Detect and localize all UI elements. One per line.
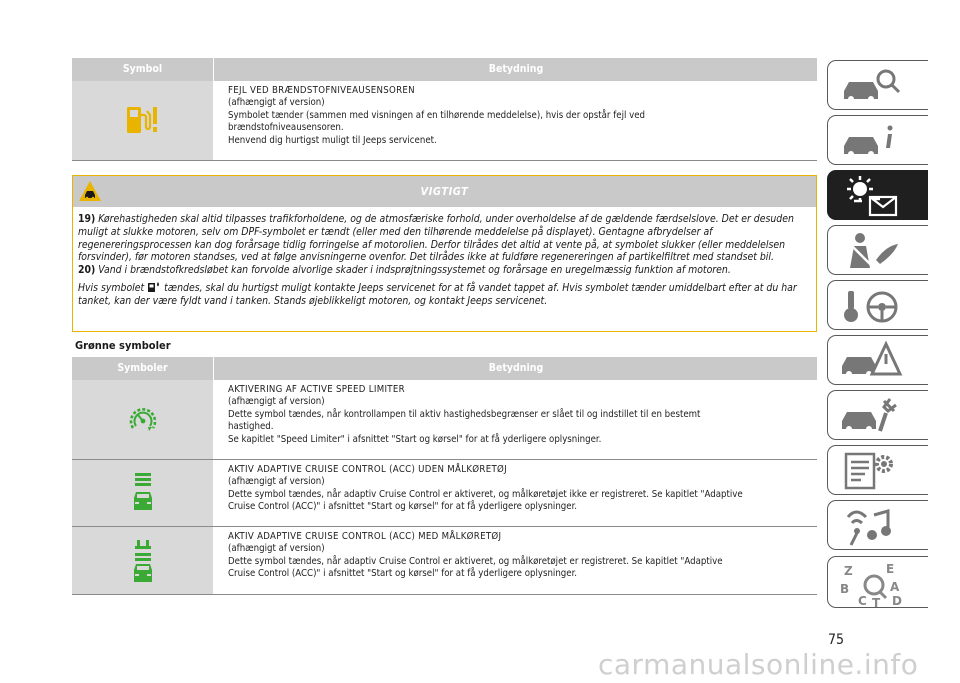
sidebar-tab-car-info[interactable]	[827, 115, 928, 165]
sidebar-tab-technical-data[interactable]	[827, 445, 928, 495]
symbol-cell	[72, 527, 213, 594]
warning-text: Vand i brændstofkredsløbet kan forvolde alvorlige skader i indsprøjtningssystemet og forårsage en uregelmæssig funktion af motoren.	[98, 264, 731, 277]
row-line: Dette symbol tændes, når adaptiv Cruise Control er aktiveret, og målkøretøjet ikke er registreret. Se kapitlet "Adaptive	[228, 488, 743, 500]
row-line: Dette symbol tændes, når kontrollampen til aktiv hastighedsbegrænser er slået til og indstillet til en bestemt	[228, 408, 701, 420]
alphabet-index-icon	[838, 561, 914, 609]
table-header	[72, 58, 817, 81]
index-letter: B	[840, 582, 850, 596]
row-line: brændstofniveausensoren.	[228, 122, 344, 134]
row-line: (afhængigt af version)	[228, 476, 325, 488]
index-letter: A	[890, 580, 900, 594]
sidebar-tab-safety[interactable]	[827, 225, 928, 275]
warning-box	[72, 175, 817, 332]
acc-no-target-icon	[132, 472, 154, 514]
note-number: 19)	[78, 213, 96, 225]
row-title: AKTIVERING AF ACTIVE SPEED LIMITER	[228, 384, 405, 395]
car-search-icon	[838, 65, 908, 107]
sidebar-tab-maintenance[interactable]	[827, 390, 928, 440]
column-header-meaning: Betydning	[213, 357, 818, 380]
table-row	[72, 380, 817, 460]
warning-light-message-icon	[838, 175, 908, 219]
specs-gear-icon	[838, 450, 908, 492]
key-steering-wheel-icon	[838, 285, 908, 327]
fuel-level-sensor-fault-icon	[125, 103, 161, 137]
acc-with-target-icon	[132, 539, 154, 583]
row-line: Se kapitlet "Speed Limiter" i afsnittet "Start og kørsel" for at få yderligere oplysninger.	[228, 433, 602, 445]
warning-title: VIGTIGT	[420, 185, 469, 198]
symbol-cell	[72, 81, 213, 160]
car-wrench-icon	[838, 395, 908, 437]
warning-header	[73, 176, 816, 207]
symbol-cell	[72, 380, 213, 459]
multimedia-music-icon	[838, 505, 908, 547]
index-letter: Z	[844, 564, 853, 578]
warning-text: tændes, skal du hurtigst muligt kontakte Jeeps servicenet for at få vandet tappet af. Hvis symbolet tænder umiddelbart efter at du har tanket, kan der være fyldt vand i tanken. Stands øjeblikkeligt motoren, og kontakt Jeeps servicenet.	[78, 281, 797, 307]
sidebar-tab-starting[interactable]	[827, 280, 928, 330]
column-header-meaning: Betydning	[213, 58, 818, 81]
car-warning-triangle-icon	[838, 340, 908, 382]
row-line: (afhængigt af version)	[228, 97, 325, 109]
symbol-cell	[72, 460, 213, 526]
index-letter: C	[858, 594, 867, 608]
row-line: Symbolet tænder (sammen med visningen af en tilhørende meddelelse), hvis der opstår fejl ved	[228, 109, 646, 121]
sidebar-tab-warning-lights[interactable]	[827, 170, 928, 220]
water-in-fuel-icon	[147, 280, 161, 293]
meaning-cell	[228, 531, 817, 581]
section-title: Grønne symboler	[75, 339, 171, 352]
speed-limiter-icon	[127, 404, 159, 436]
row-title: FEJL VED BRÆNDSTOFNIVEAUSENSOREN	[228, 85, 415, 96]
row-line: Henvend dig hurtigst muligt til Jeeps servicenet.	[228, 134, 437, 146]
warning-paragraph	[78, 213, 810, 264]
row-line: (afhængigt af version)	[228, 543, 325, 555]
meaning-cell	[228, 85, 817, 147]
sidebar-tab-index[interactable]	[827, 556, 928, 608]
column-header-symbol: Symbol	[122, 63, 163, 75]
note-number: 20)	[78, 264, 96, 277]
warning-paragraph	[78, 264, 810, 277]
meaning-cell	[228, 384, 817, 446]
index-letter: T	[872, 596, 881, 609]
row-title: AKTIV ADAPTIVE CRUISE CONTROL (ACC) UDEN MÅLKØRETØJ	[228, 464, 507, 475]
index-letter: E	[886, 562, 895, 576]
warning-text: Hvis symbolet	[78, 281, 145, 294]
warning-text: Kørehastigheden skal altid tilpasses trafikforholdene, og de atmosfæriske forhold, under overholdelse af de gældende færdselslove. Det er desuden muligt at slukke motoren, selv om DPF-symbolet er tændt (eller med den tilhørende meddelelse på displayet). Gentagne afbrydelser af regenereringsprocessen kan dog forårsage tidlig forringelse af motorolien. Derfor tilrådes det altid at vente på, at symbolet slukker (eller meddelelsen forsvinder), før motoren standses, ved at følge anvisningerne ovenfor. Det tilrådes ikke at fuldføre regenereringen af partikelfiltret med standset bil.	[78, 213, 794, 264]
page-number: 75	[828, 632, 845, 648]
row-line: Cruise Control (ACC)" i afsnittet "Start og kørsel" for at få yderligere oplysninger.	[228, 568, 578, 580]
column-header-symbol: Symboler	[117, 362, 168, 374]
warning-body	[78, 213, 810, 308]
row-line: Cruise Control (ACC)" i afsnittet "Start og kørsel" for at få yderligere oplysninger.	[228, 501, 578, 513]
row-line: (afhængigt af version)	[228, 396, 325, 408]
row-title: AKTIV ADAPTIVE CRUISE CONTROL (ACC) MED MÅLKØRETØJ	[228, 531, 502, 542]
warning-paragraph	[78, 280, 810, 308]
sidebar-tab-car-search[interactable]	[827, 60, 928, 110]
table-row	[72, 460, 817, 527]
seatbelt-person-icon	[838, 230, 908, 272]
sidebar-tab-emergency[interactable]	[827, 335, 928, 385]
row-line: Dette symbol tændes, når adaptiv Cruise Control er aktiveret, og målkøretøjet er registreret. Se kapitlet "Adaptive	[228, 555, 723, 567]
meaning-cell	[228, 464, 817, 514]
table-header	[72, 357, 817, 380]
car-info-icon	[838, 120, 908, 162]
sidebar-tab-multimedia[interactable]	[827, 500, 928, 550]
index-letter: D	[892, 594, 902, 608]
row-line: hastighed.	[228, 421, 274, 433]
watermark: carmanualsonline.info	[598, 648, 919, 681]
table-row	[72, 527, 817, 595]
table-row	[72, 81, 817, 161]
